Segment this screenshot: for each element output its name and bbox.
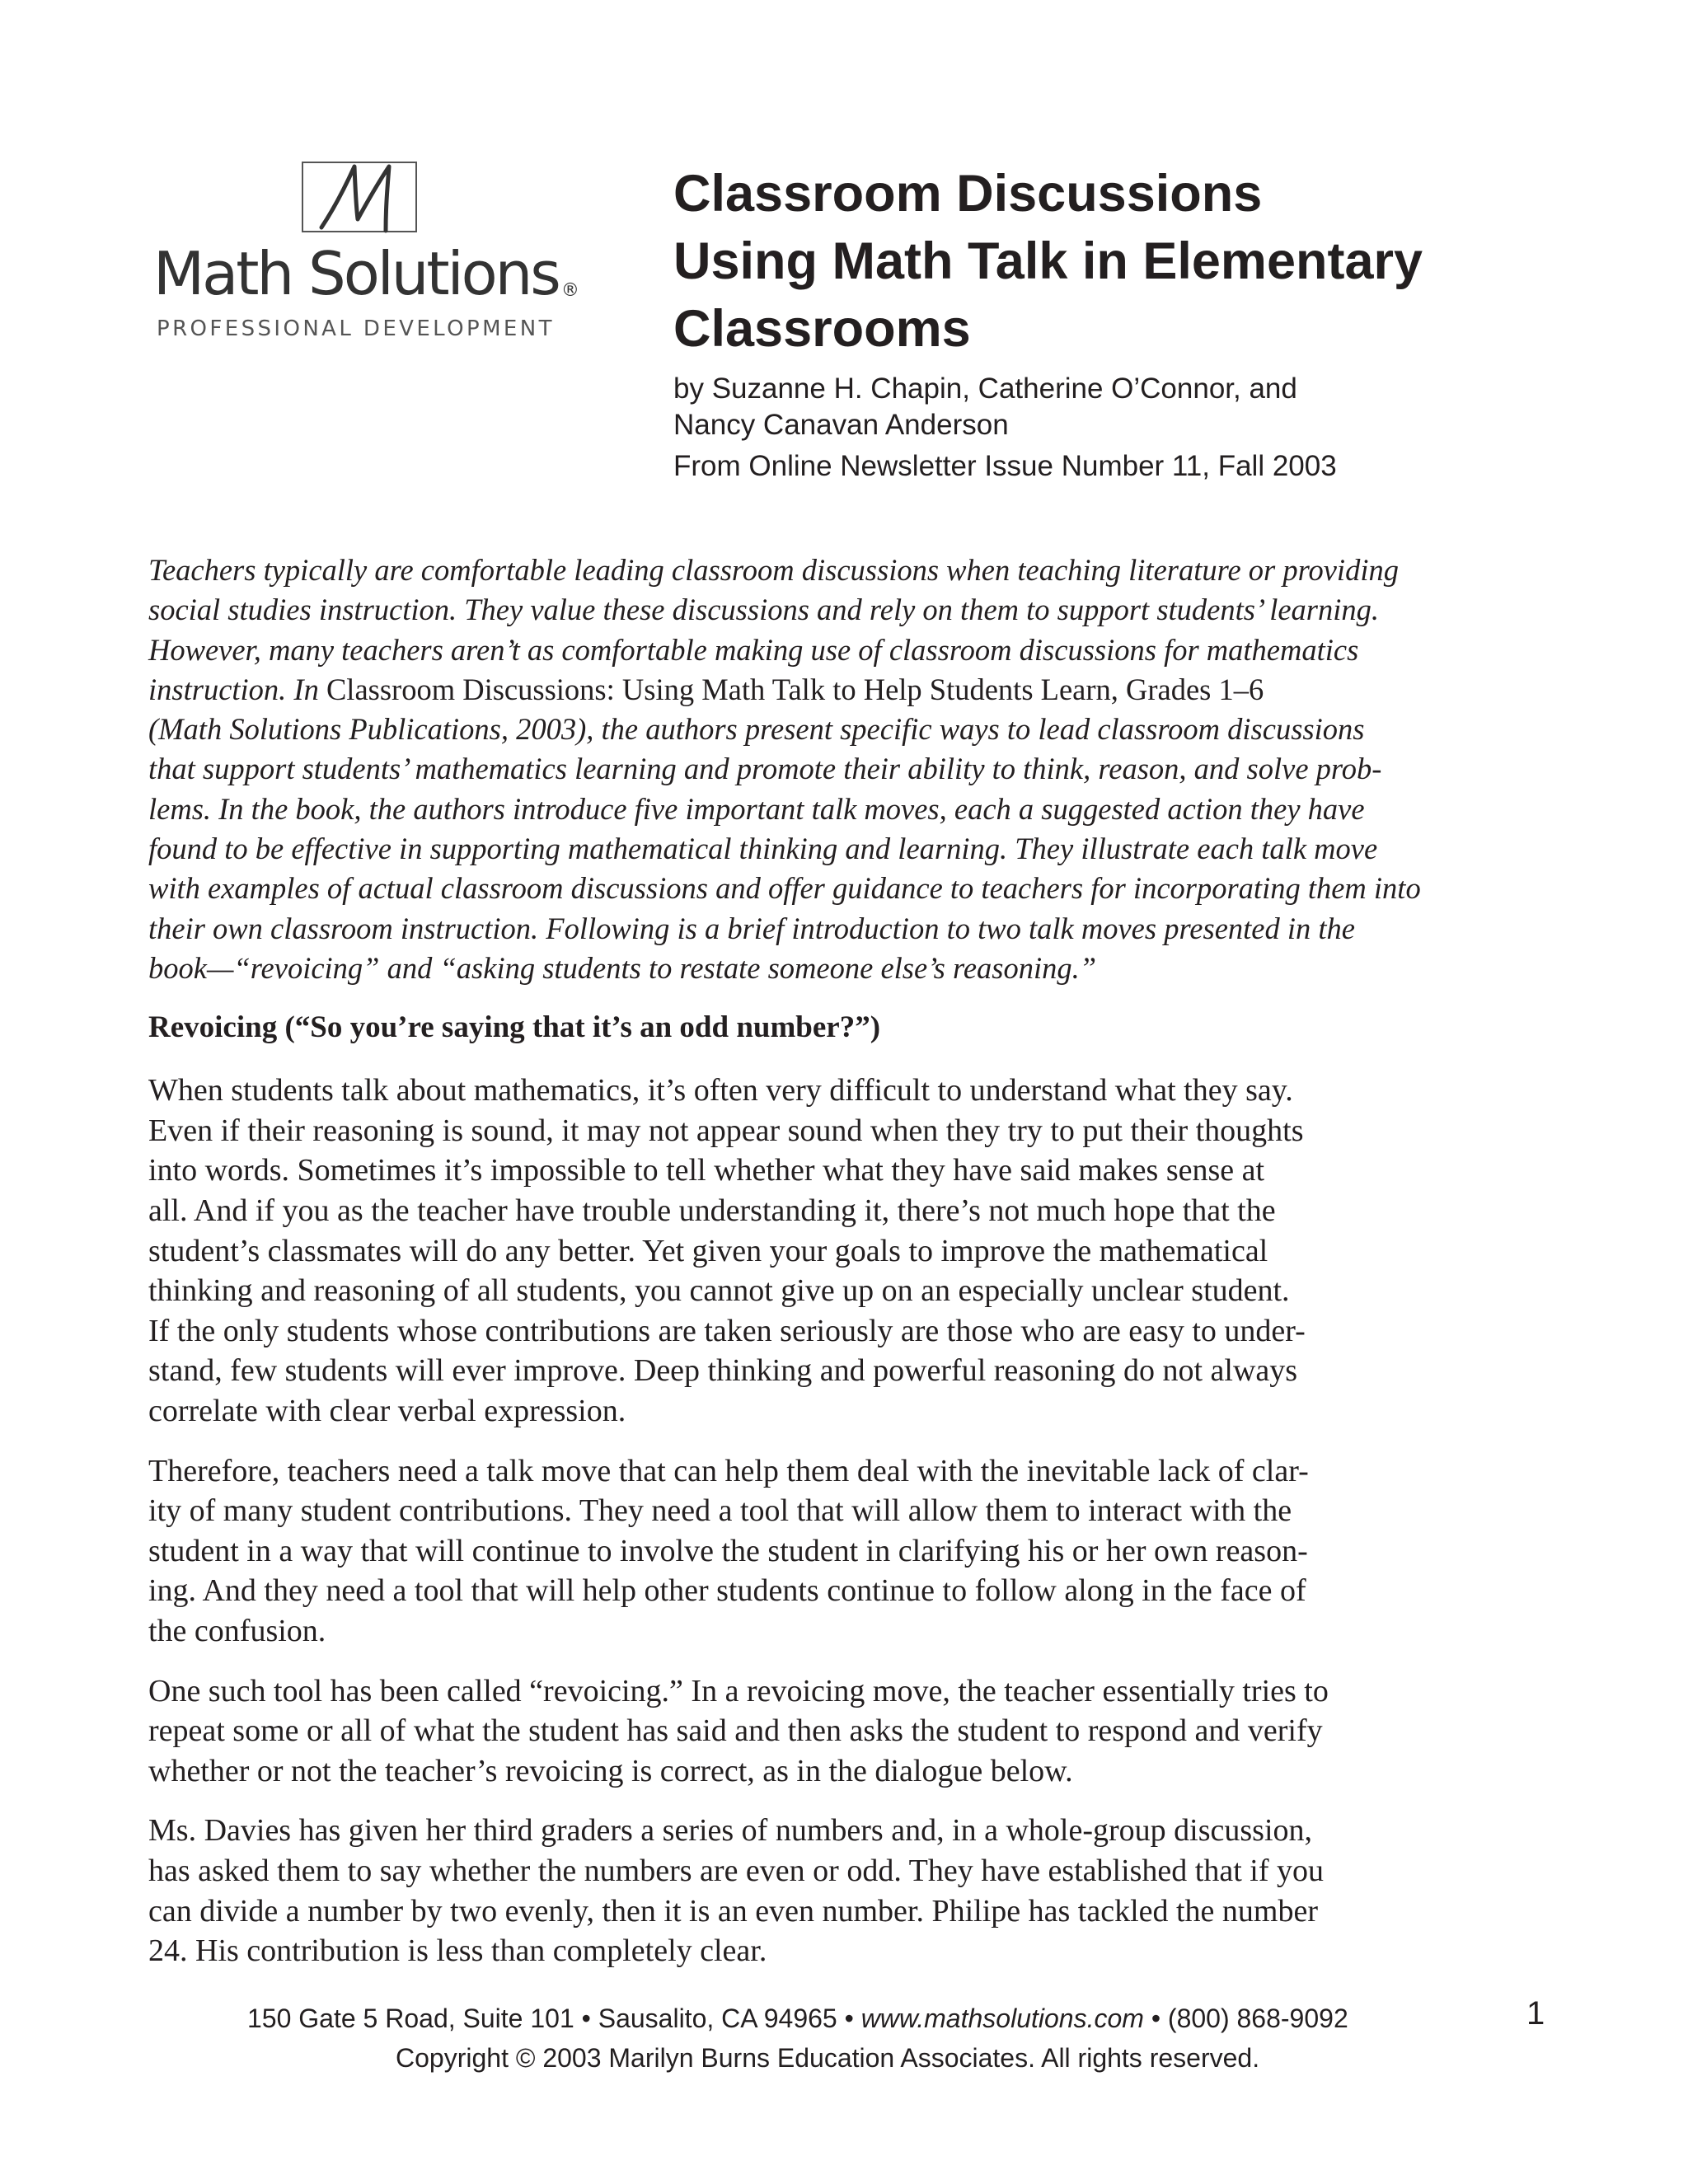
website-link[interactable]: www.mathsolutions.com (860, 2004, 1144, 2033)
intro-line: that support students’ mathematics learning and promote their ability to think, reason, and solve prob- (148, 752, 1382, 786)
intro-line: their own classroom instruction. Following is a brief introduction to two talk moves presented in the (148, 911, 1355, 945)
intro-line: Teachers typically are comfortable leading classroom discussions when teaching literature or providing (148, 553, 1399, 587)
title-line: Classroom Discussions (673, 165, 1263, 223)
byline-line: Nancy Canavan Anderson (673, 409, 1009, 441)
intro-paragraph (148, 551, 1566, 988)
intro-line: lems. In the book, the authors introduce five important talk moves, each a suggested action they have (148, 791, 1365, 826)
page-number: 1 (1526, 1995, 1545, 2032)
author-byline (673, 371, 1597, 443)
title-line: Classrooms (673, 300, 971, 358)
intro-line: However, many teachers aren’t as comfortable making use of classroom discussions for mathematics (148, 632, 1359, 667)
article-title (673, 160, 1597, 363)
byline-line: by Suzanne H. Chapin, Catherine O’Connor, and (673, 373, 1297, 405)
intro-line: found to be effective in supporting mathematical thinking and learning. They illustrate each talk move (148, 832, 1378, 866)
intro-line: instruction. In Classroom Discussions: Using Math Talk to Help Students Learn, Grades 1–6 (148, 672, 1264, 706)
intro-line: book—“revoicing” and “asking students to restate someone else’s reasoning.” (148, 950, 1097, 985)
footer-copyright: Copyright © 2003 Marilyn Burns Education Associates. All rights reserved. (396, 2043, 1260, 2073)
body-paragraph: Ms. Davies has given her third graders a series of numbers and, in a whole-group discussion, has asked them to say whether the numbers are even or odd. They have established that if you can divide a number by two evenly, then it is an even number. Philipe has tackled the number 24. His contribution is less than completely clear. (148, 1813, 1324, 1969)
intro-line: social studies instruction. They value these discussions and rely on them to support students’ learning. (148, 593, 1380, 627)
body-paragraph: One such tool has been called “revoicing.” In a revoicing move, the teacher essentially tries to repeat some or all of what the student has said and then asks the student to respond and verify whether or not the teacher’s revoicing is correct, as in the dialogue below. (148, 1673, 1329, 1788)
logo-wordmark: Math Solutions ® (153, 239, 579, 308)
math-solutions-logo (153, 162, 582, 351)
newsletter-source: From Online Newsletter Issue Number 11, Fall 2003 (673, 450, 1337, 482)
logo-m-glyph-icon (303, 155, 419, 242)
section-heading: Revoicing (“So you’re saying that it’s an odd number?”) (148, 1010, 881, 1045)
footer-address: 150 Gate 5 Road, Suite 101 • Sausalito, CA 94965 • www.mathsolutions.com • (800) 868-9092 (247, 2004, 1348, 2033)
intro-line: with examples of actual classroom discussions and offer guidance to teachers for incorporating them into (148, 871, 1421, 906)
logo-mark-icon (302, 162, 417, 232)
title-line: Using Math Talk in Elementary (673, 232, 1423, 290)
logo-subtitle: PROFESSIONAL DEVELOPMENT (157, 316, 555, 341)
registered-mark: ® (560, 280, 579, 301)
book-title: Classroom Discussions: Using Math Talk to Help Students Learn, Grades 1–6 (326, 672, 1264, 706)
body-paragraph: When students talk about mathematics, it’s often very difficult to understand what they say. Even if their reasoning is sound, it may not appear sound when they try to put their thoughts into words. Sometimes it’s impossible to tell whether what they have said makes sense at all. And if you as the teacher have trouble understanding it, there’s not much hope that the student’s classmates will do any better. Yet given your goals to improve the mathematical thinking and reasoning of all students, you cannot give up on an especially unclear student. If the only students whose contributions are taken seriously are those who are easy to under- stand, few students will ever improve. Deep thinking and powerful reasoning do not always correlate with clear verbal expression. (148, 1073, 1306, 1429)
body-paragraph: Therefore, teachers need a talk move that can help them deal with the inevitable lack of clar- ity of many student contributions. They need a tool that will allow them to interact with the student in a way that will continue to involve the student in clarifying his or her own reason- ing. And they need a tool that will help other students continue to follow along in the face of the confusion. (148, 1453, 1309, 1648)
intro-line: (Math Solutions Publications, 2003), the authors present specific ways to lead classroom discussions (148, 712, 1365, 747)
article-body (148, 551, 1566, 1971)
article-header (673, 160, 1597, 485)
